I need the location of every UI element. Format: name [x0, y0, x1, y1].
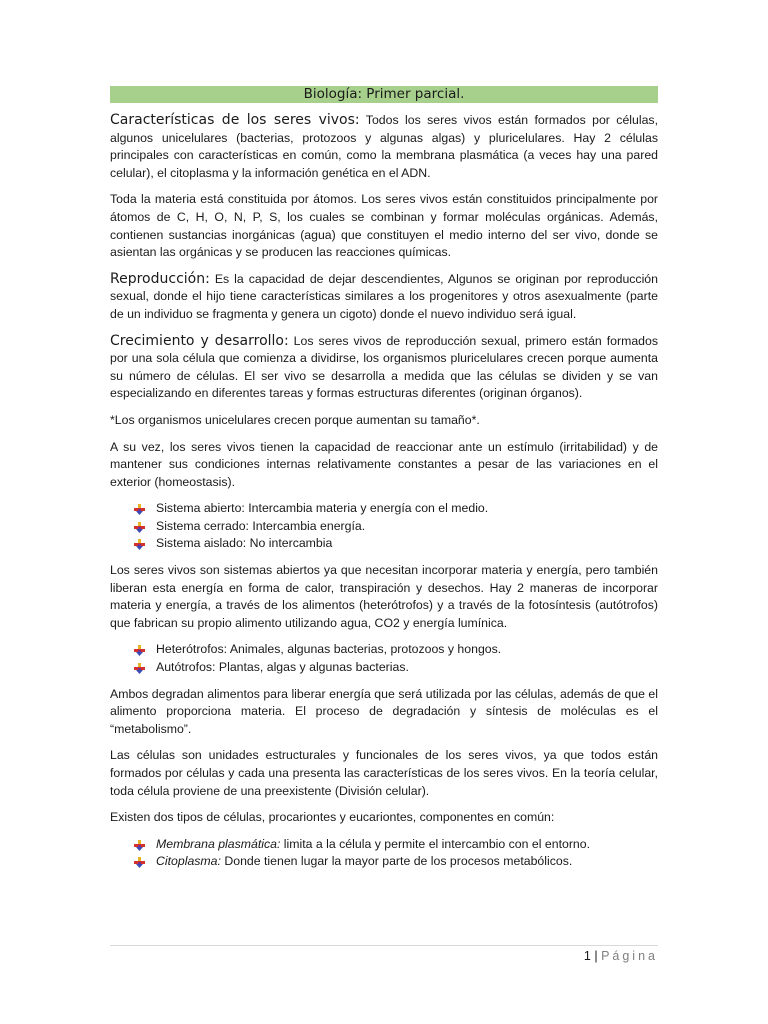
list-item [134, 518, 658, 536]
section-heading-growth: Crecimiento y desarrollo: [110, 332, 289, 349]
list-item-term: Citoplasma: [156, 854, 221, 869]
list-item-text: Heterótrofos: Animales, algunas bacterias, protozoos y hongos. [156, 642, 502, 657]
section-text: Todos los seres vivos están formados por células, algunos unicelulares (bacterias, protozoos y algunas algas) y pluricelulares. Hay 2 células principales con características en común, como la membrana plasmática (a veces hay una pared celular), el citoplasma y la información genética en el ADN. [110, 113, 658, 180]
paragraph-metabolism: Ambos degradan alimentos para liberar energía que será utilizada por las células, además de que el alimento proporciona materia. El proceso de degradación y síntesis de moléculas es el “metabolismo”. [110, 686, 658, 736]
components-list [110, 836, 658, 871]
document-page [110, 86, 658, 880]
multicolor-arrow-bullet-icon [134, 539, 145, 550]
list-item-text: Sistema cerrado: Intercambia energía. [156, 518, 366, 533]
paragraph-open-systems: Los seres vivos son sistemas abiertos ya que necesitan incorporar materia y energía, pero también liberan esta energía en forma de calor, transpiración y desechos. Hay 2 maneras de incorporar materia y energía, a través de los alimentos (heterótrofos) y a través de la fotosíntesis (autótrofos) que fabrican su propio alimento utilizando agua, CO2 y energía lumínica. [110, 563, 658, 630]
footer-separator: | [594, 949, 598, 963]
page-label: Página [601, 949, 658, 963]
list-item [134, 535, 658, 553]
paragraph-cell-types: Existen dos tipos de células, procariontes y eucariontes, componentes en común: [110, 810, 555, 825]
document-title: Biología: Primer parcial. [110, 86, 658, 103]
list-item-text: Sistema abierto: Intercambia materia y energía con el medio. [156, 501, 489, 516]
paragraph-unicellular-note: *Los organismos unicelulares crecen porque aumentan su tamaño*. [110, 412, 480, 427]
systems-list [110, 500, 658, 553]
list-item [134, 853, 658, 871]
list-item-text: limita a la célula y permite el intercambio con el entorno. [280, 836, 591, 851]
multicolor-arrow-bullet-icon [134, 663, 145, 674]
multicolor-arrow-bullet-icon [134, 840, 145, 851]
section-text: Es la capacidad de dejar descendientes, Algunos se originan por reproducción sexual, donde el hijo tiene características similares a los progenitores y otros asexualmente (parte de un individuo se fragmenta y genera un cigoto) donde el nuevo individuo será igual. [110, 271, 658, 321]
section-heading-characteristics: Características de los seres vivos: [110, 112, 360, 128]
paragraph-growth [110, 333, 658, 403]
multicolor-arrow-bullet-icon [134, 645, 145, 656]
list-item [134, 836, 658, 854]
paragraph-characteristics [110, 112, 658, 182]
list-item-text: Autótrofos: Plantas, algas y algunas bacterias. [156, 660, 409, 675]
paragraph-homeostasis: A su vez, los seres vivos tienen la capacidad de reaccionar ante un estímulo (irritabilidad) y de mantener sus condiciones internas relativamente constantes a pesar de las variaciones en el exterior (homeostasis). [110, 439, 658, 489]
paragraph-matter: Toda la materia está constituida por átomos. Los seres vivos están constituidos principalmente por átomos de C, H, O, N, P, S, los cuales se combinan y formar moléculas orgánicas. Además, contienen sustancias inorgánicas (agua) que constituyen el medio interno del ser vivo, donde se asientan las orgánicas y se producen las reacciones químicas. [110, 192, 658, 260]
list-item-text: Donde tienen lugar la mayor parte de los procesos metabólicos. [220, 854, 573, 869]
page-footer [110, 947, 658, 965]
multicolor-arrow-bullet-icon [134, 522, 145, 533]
section-text: Los seres vivos de reproducción sexual, primero están formados por una sola célula que comienza a dividirse, los organismos pluricelulares crecen porque aumenta su número de células. El ser vivo se desarrolla a medida que las células se dividen y se van especializando en diferentes tareas y formas estructuras diferentes (originan órganos). [110, 333, 658, 401]
multicolor-arrow-bullet-icon [134, 857, 145, 868]
footer-divider [110, 945, 658, 946]
section-heading-reproduction: Reproducción: [110, 270, 210, 287]
multicolor-arrow-bullet-icon [134, 504, 145, 515]
list-item [134, 659, 658, 677]
nutrition-list [110, 641, 658, 676]
list-item [134, 641, 658, 659]
paragraph-cell-theory: Las células son unidades estructurales y funcionales de los seres vivos, ya que todos están formados por células y cada una presenta las características de los seres vivos. En la teoría celular, toda célula proviene de una preexistente (División celular). [110, 748, 658, 798]
list-item [134, 500, 658, 518]
paragraph-reproduction [110, 271, 658, 324]
list-item-text: Sistema aislado: No intercambia [156, 536, 333, 551]
list-item-term: Membrana plasmática: [156, 836, 281, 851]
page-number: 1 [583, 949, 591, 963]
